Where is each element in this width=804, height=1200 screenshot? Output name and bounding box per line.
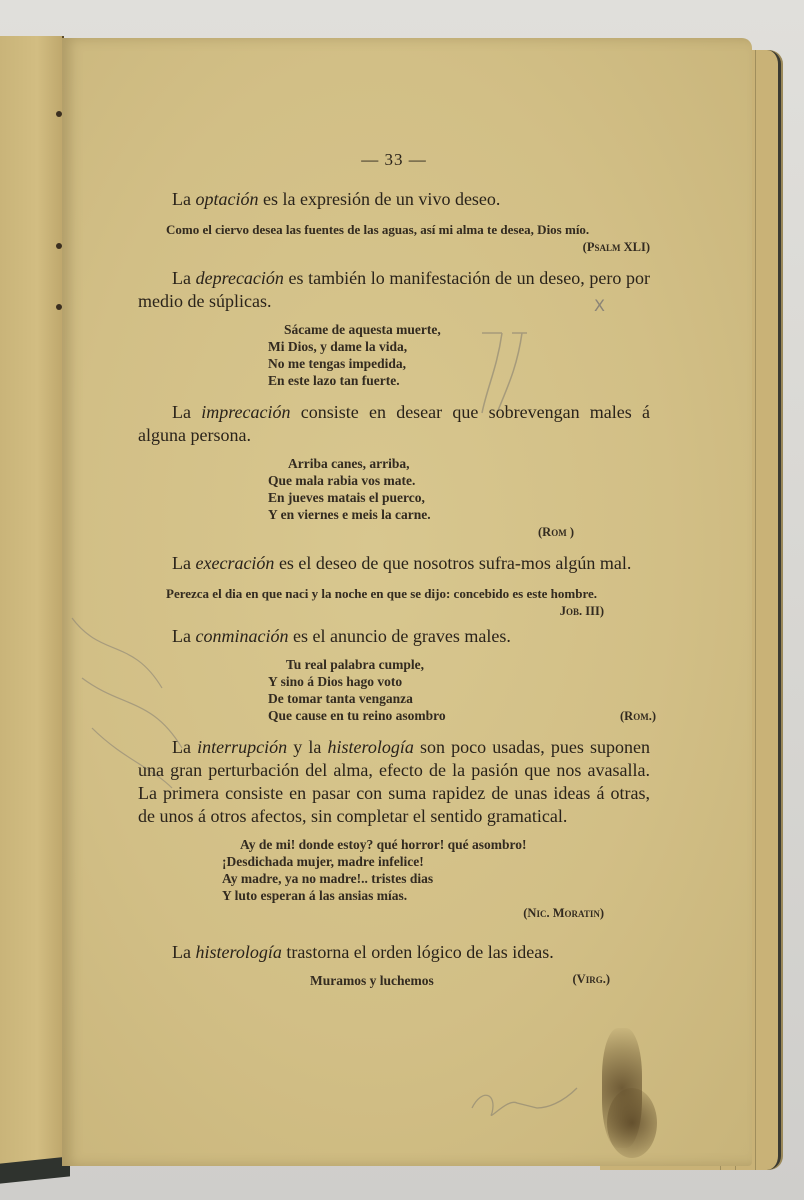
citation: (Virg.) <box>572 972 610 986</box>
citation: (Psalm XLI) <box>582 240 650 254</box>
citation: Job. III) <box>559 604 604 618</box>
page-content <box>138 150 656 992</box>
water-stain <box>607 1088 657 1158</box>
term: execración <box>195 553 275 573</box>
term: histerología <box>327 737 414 757</box>
example-verse-line: Muramos y luchemos <box>310 973 434 988</box>
definition-imprecacion: La imprecación consiste en desear que sobrevengan males á alguna persona. <box>138 402 650 445</box>
citation: (Rom.) <box>620 709 656 723</box>
example-verse-inline <box>138 972 650 992</box>
term: imprecación <box>201 402 291 422</box>
definition-deprecacion: La deprecación es también lo manifestación de un deseo, pero por medio de súplicas. <box>138 268 651 311</box>
definition-optacion: La optación es la expresión de un vivo deseo. <box>172 189 501 209</box>
page-edge-line <box>755 50 756 1170</box>
term: interrupción <box>197 737 288 757</box>
definition-execracion: La execración es el deseo de que nosotros sufra-mos algún mal. <box>172 553 632 573</box>
page-number: — 33 — <box>361 150 427 169</box>
definition-interrupcion-histerologia: La interrupción y la histerología son poco usadas, pues suponen una gran perturbación del alma, efecto de la pasión que nos avasalla. La primera consiste en pasar con suma rapidez de unas ideas á otras, de unos á otros afectos, sin completar el sentido gramatical. <box>138 737 650 826</box>
example-verse: Ay de mi! donde estoy? qué horror! qué asombro! ¡Desdichada mujer, madre infelice! Ay madre, ya no madre!.. tristes dias Y luto esperan á las ansias mías. <box>222 837 527 903</box>
example-verse-group <box>268 656 656 724</box>
left-page-edge <box>0 36 64 1176</box>
example-verse: Arriba canes, arriba, Que mala rabia vos mate. En jueves matais el puerco, Y en viernes e meis la carne. <box>268 456 431 522</box>
definition-conminacion: La conminación es el anuncio de graves males. <box>172 626 511 646</box>
term: deprecación <box>195 268 284 288</box>
definition-histerologia: La histerología trastorna el orden lógico de las ideas. <box>172 942 554 962</box>
term: conminación <box>195 626 289 646</box>
citation: (Nic. Moratin) <box>523 906 604 920</box>
pencil-signature <box>467 1078 587 1128</box>
citation: (Rom ) <box>538 525 574 539</box>
margin-x-mark: X <box>594 296 605 315</box>
term: optación <box>195 189 259 209</box>
example-verse: Sácame de aquesta muerte, Mi Dios, y dame la vida, No me tengas impedida, En este lazo tan fuerte. <box>268 322 441 388</box>
example-verse: Tu real palabra cumple, Y sino á Dios hago voto De tomar tanta venganza Que cause en tu reino asombro <box>268 657 446 723</box>
term: histerología <box>195 942 282 962</box>
example-quote: Como el ciervo desea las fuentes de las aguas, así mi alma te desea, Dios mío. <box>166 222 590 237</box>
example-quote: Perezca el dia en que naci y la noche en que se dijo: concebido es este hombre. <box>166 586 598 601</box>
